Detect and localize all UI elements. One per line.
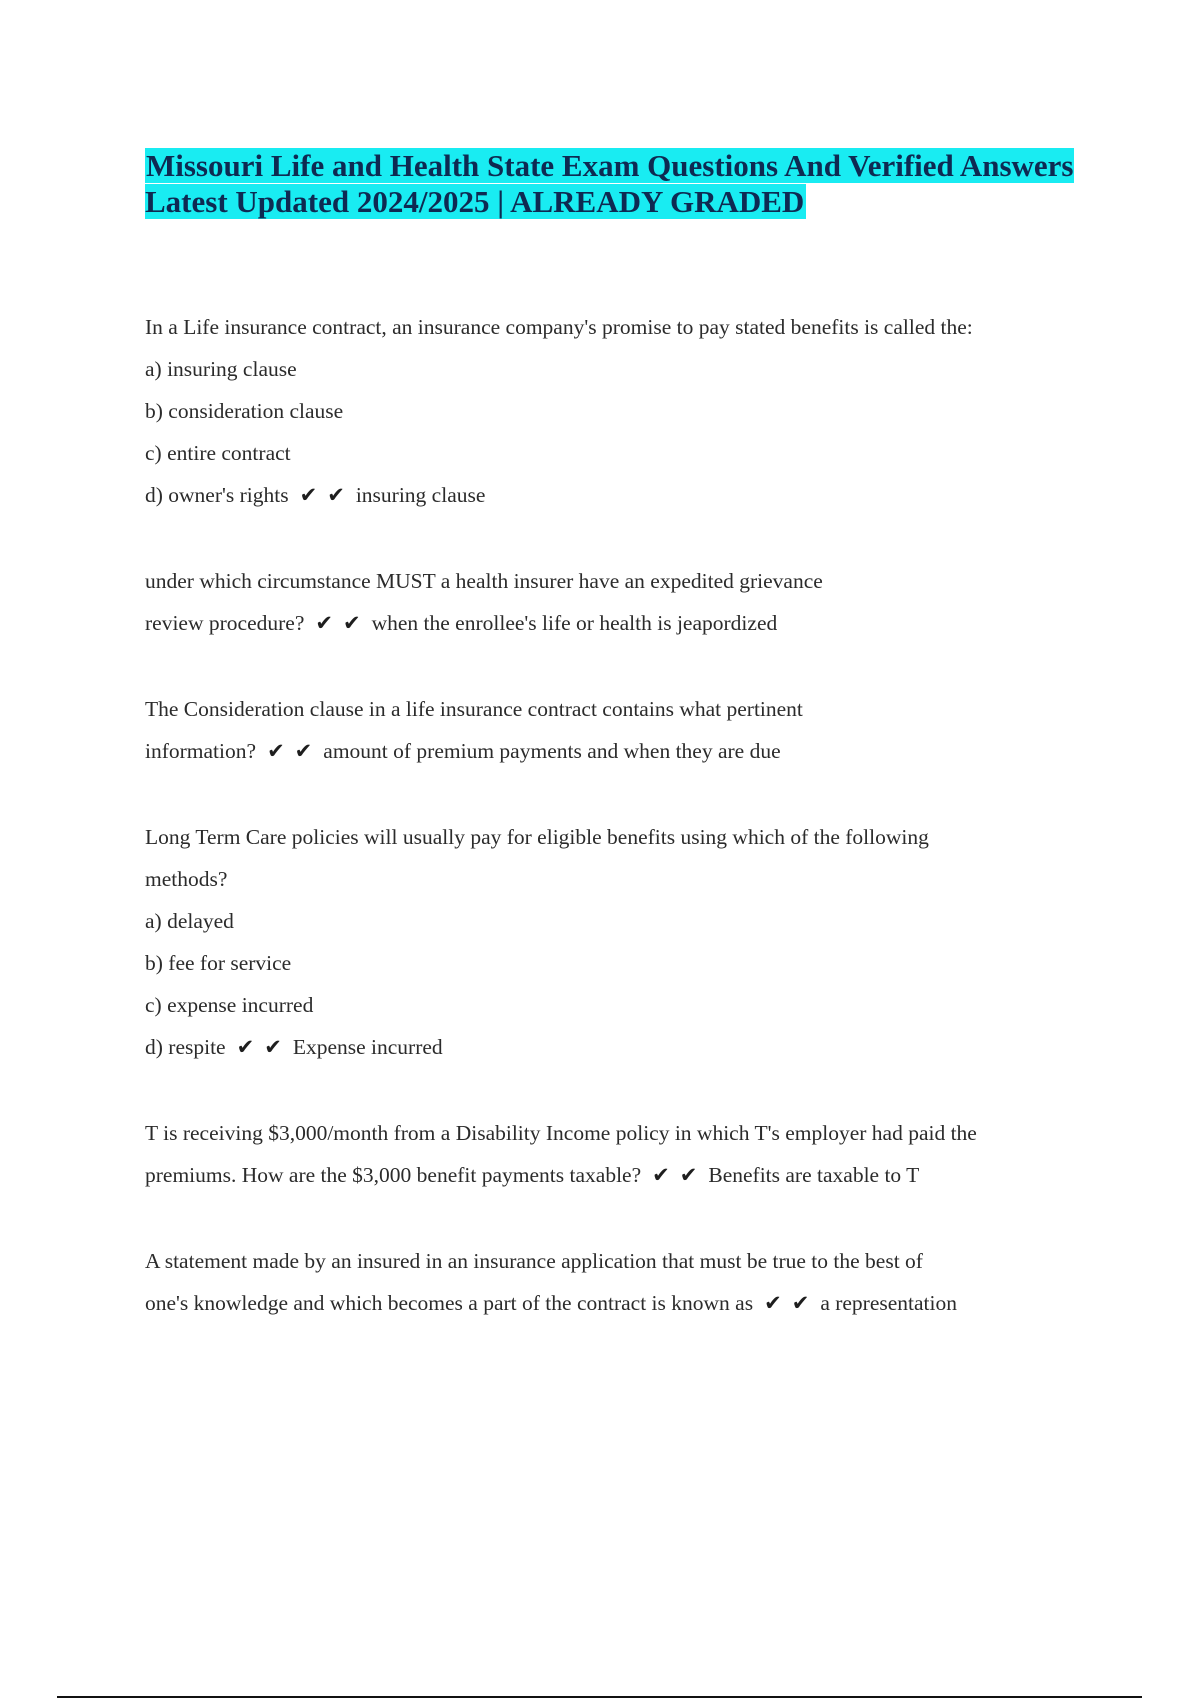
question-text: In a Life insurance contract, an insurance company's promise to pay stated benefits is called the: xyxy=(145,315,973,339)
correct-answer: insuring clause xyxy=(355,483,486,507)
checkmark-icon: ✔ xyxy=(294,739,313,763)
question-text-end: premiums. How are the $3,000 benefit payments taxable? xyxy=(145,1163,642,1187)
correct-answer: a representation xyxy=(820,1291,958,1315)
answer-option: b) consideration clause xyxy=(145,399,344,423)
document-title xyxy=(145,148,1085,220)
question-text: A statement made by an insured in an insurance application that must be true to the best of xyxy=(145,1249,923,1273)
answer-option: c) expense incurred xyxy=(145,993,314,1017)
correct-answer: amount of premium payments and when they are due xyxy=(323,739,781,763)
question-text: The Consideration clause in a life insurance contract contains what pertinent xyxy=(145,697,803,721)
checkmark-icon: ✔ xyxy=(342,611,361,635)
answer-option: a) insuring clause xyxy=(145,357,297,381)
qa-item xyxy=(145,1112,1085,1196)
correct-answer: when the enrollee's life or health is jeapordized xyxy=(371,611,778,635)
answer-option: b) fee for service xyxy=(145,951,292,975)
footer-rule xyxy=(57,1696,1142,1698)
checkmark-icon: ✔ xyxy=(791,1291,810,1315)
checkmark-pair xyxy=(295,474,350,516)
checkmark-icon: ✔ xyxy=(679,1163,698,1187)
checkmark-icon: ✔ xyxy=(267,739,285,763)
question-text: methods? xyxy=(145,867,228,891)
qa-item xyxy=(145,688,1085,772)
question-last-line xyxy=(145,730,1085,772)
qa-item xyxy=(145,816,1085,1068)
qa-list xyxy=(145,306,1085,1324)
question-text-end: d) owner's rights xyxy=(145,483,289,507)
answer-option: c) entire contract xyxy=(145,441,291,465)
question-last-line xyxy=(145,474,1085,516)
checkmark-pair xyxy=(759,1282,814,1324)
question-text-end: one's knowledge and which becomes a part of the contract is known as xyxy=(145,1291,754,1315)
question-text-end: information? xyxy=(145,739,257,763)
title-highlight: Missouri Life and Health State Exam Questions And Verified Answers Latest Updated 2024/2025 | ALREADY GRADED xyxy=(145,148,1074,219)
qa-item xyxy=(145,1240,1085,1324)
document-page xyxy=(145,148,1085,1368)
question-text-end: d) respite xyxy=(145,1035,226,1059)
correct-answer: Benefits are taxable to T xyxy=(708,1163,920,1187)
checkmark-pair xyxy=(647,1154,702,1196)
checkmark-icon: ✔ xyxy=(327,483,345,507)
checkmark-icon: ✔ xyxy=(652,1163,670,1187)
question-last-line xyxy=(145,602,1085,644)
question-last-line xyxy=(145,1154,1085,1196)
qa-item xyxy=(145,560,1085,644)
question-text-end: review procedure? xyxy=(145,611,305,635)
checkmark-icon: ✔ xyxy=(764,1291,782,1315)
question-text: under which circumstance MUST a health insurer have an expedited grievance xyxy=(145,569,823,593)
question-text: Long Term Care policies will usually pay for eligible benefits using which of the following xyxy=(145,825,929,849)
checkmark-pair xyxy=(232,1026,287,1068)
checkmark-icon: ✔ xyxy=(236,1035,255,1059)
checkmark-icon: ✔ xyxy=(299,483,318,507)
question-last-line xyxy=(145,1026,1085,1068)
checkmark-icon: ✔ xyxy=(315,611,333,635)
question-text: T is receiving $3,000/month from a Disability Income policy in which T's employer had paid the xyxy=(145,1121,977,1145)
answer-option: a) delayed xyxy=(145,909,234,933)
checkmark-pair xyxy=(262,730,317,772)
checkmark-icon: ✔ xyxy=(264,1035,282,1059)
checkmark-pair xyxy=(310,602,365,644)
correct-answer: Expense incurred xyxy=(292,1035,443,1059)
qa-item xyxy=(145,306,1085,516)
question-last-line xyxy=(145,1282,1085,1324)
